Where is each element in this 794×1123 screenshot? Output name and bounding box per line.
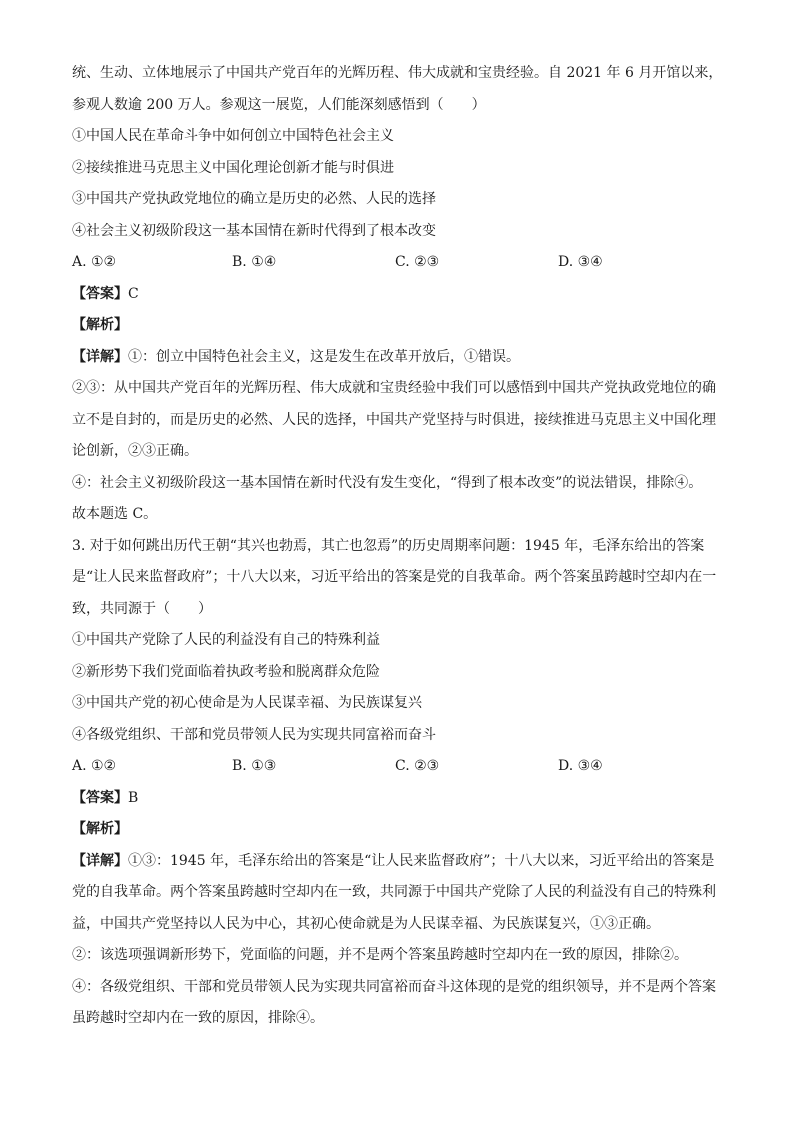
q3-answer (72, 783, 722, 815)
document-page (72, 58, 722, 1035)
q2-option-1: ①中国人民在革命斗争中如何创立中国特色社会主义 (72, 128, 394, 144)
answer-value: C (128, 285, 139, 302)
detail-label: 【详解】 (72, 852, 128, 869)
detail-text: ①：创立中国特色社会主义，这是发生在改革开放后，①错误。 (128, 348, 520, 365)
answer-label: 【答案】 (72, 789, 128, 806)
q2-choice-a: A. ①② (72, 254, 117, 270)
q3-option-3: ③中国共产党的初心使命是为人民谋幸福、为民族谋复兴 (72, 695, 422, 711)
q2-choices (72, 247, 722, 279)
analysis-label: 【解析】 (72, 821, 128, 837)
detail-label: 【详解】 (72, 348, 128, 365)
q2-choice-d: D. ③④ (558, 254, 603, 270)
q3-choice-b: B. ①③ (232, 758, 277, 774)
q2-stem-line1: 统、生动、立体地展示了中国共产党百年的光辉历程、伟大成就和宝贵经验。自 2021 年 6 月开馆以来， (72, 65, 722, 81)
q2-option-4: ④社会主义初级阶段这一基本国情在新时代得到了根本改变 (72, 222, 436, 239)
q3-analysis-heading (72, 814, 722, 846)
q3-option-4: ④各级党组织、干部和党员带领人民为实现共同富裕而奋斗 (72, 726, 436, 743)
q3-option-2: ②新形势下我们党面临着执政考验和脱离群众危险 (72, 663, 380, 680)
answer-label: 【答案】 (72, 285, 128, 302)
q3-choice-d: D. ③④ (558, 758, 603, 774)
q3-detail-3: ④：各级党组织、干部和党员带领人民为实现共同富裕而奋斗这体现的是党的组织领导，并不是两个答案虽跨越时空却内在一致的原因，排除④。 (72, 978, 716, 1026)
q2-option-2: ②接续推进马克思主义中国化理论创新才能与时俱进 (72, 159, 394, 176)
q3-detail-2: ②：该选项强调新形势下，党面临的问题，并不是两个答案虽跨越时空却内在一致的原因，排除②。 (72, 947, 688, 963)
q2-conclusion: 故本题选 C。 (72, 506, 158, 522)
q2-choice-c: C. ②③ (395, 254, 440, 270)
q3-choice-c: C. ②③ (395, 758, 440, 774)
q2-answer (72, 279, 722, 311)
q2-option-3: ③中国共产党执政党地位的确立是历史的必然、人民的选择 (72, 191, 436, 207)
q3-choices (72, 751, 722, 783)
q3-stem: 3. 对于如何跳出历代王朝“其兴也勃焉，其亡也忽焉”的历史周期率问题：1945 年，毛泽东给出的答案是“让人民来监督政府”；十八大以来，习近平给出的答案是党的自我革命。两个答案虽跨越时空却内在一致，共同源于（ ） (72, 537, 717, 617)
q2-detail-3: ④：社会主义初级阶段这一基本国情在新时代没有发生变化，“得到了根本改变”的说法错误，排除④。 (72, 474, 703, 491)
detail-text: ①③：1945 年，毛泽东给出的答案是“让人民来监督政府”；十八大以来，习近平给出的答案是党的自我革命。两个答案虽跨越时空却内在一致，共同源于中国共产党除了人民的利益没有自己的特殊利益，中国共产党坚持以人民为中心，其初心使命就是为人民谋幸福、为民族谋复兴，①③正确。 (72, 852, 716, 932)
q3-option-1: ①中国共产党除了人民的利益没有自己的特殊利益 (72, 632, 380, 648)
analysis-label: 【解析】 (72, 317, 128, 333)
q2-choice-b: B. ①④ (232, 254, 277, 270)
q3-detail-1 (72, 846, 722, 941)
answer-value: B (128, 789, 139, 806)
q2-detail-2: ②③：从中国共产党百年的光辉历程、伟大成就和宝贵经验中我们可以感悟到中国共产党执政党地位的确立不是自封的，而是历史的必然、人民的选择，中国共产党坚持与时俱进，接续推进马克思主义中国化理论创新，②③正确。 (72, 380, 716, 459)
q2-stem-line2: 参观人数逾 200 万人。参观这一展览，人们能深刻感悟到（ ） (72, 96, 486, 113)
q2-detail-1 (72, 342, 722, 374)
q3-choice-a: A. ①② (72, 758, 117, 774)
q2-analysis-heading (72, 310, 722, 342)
